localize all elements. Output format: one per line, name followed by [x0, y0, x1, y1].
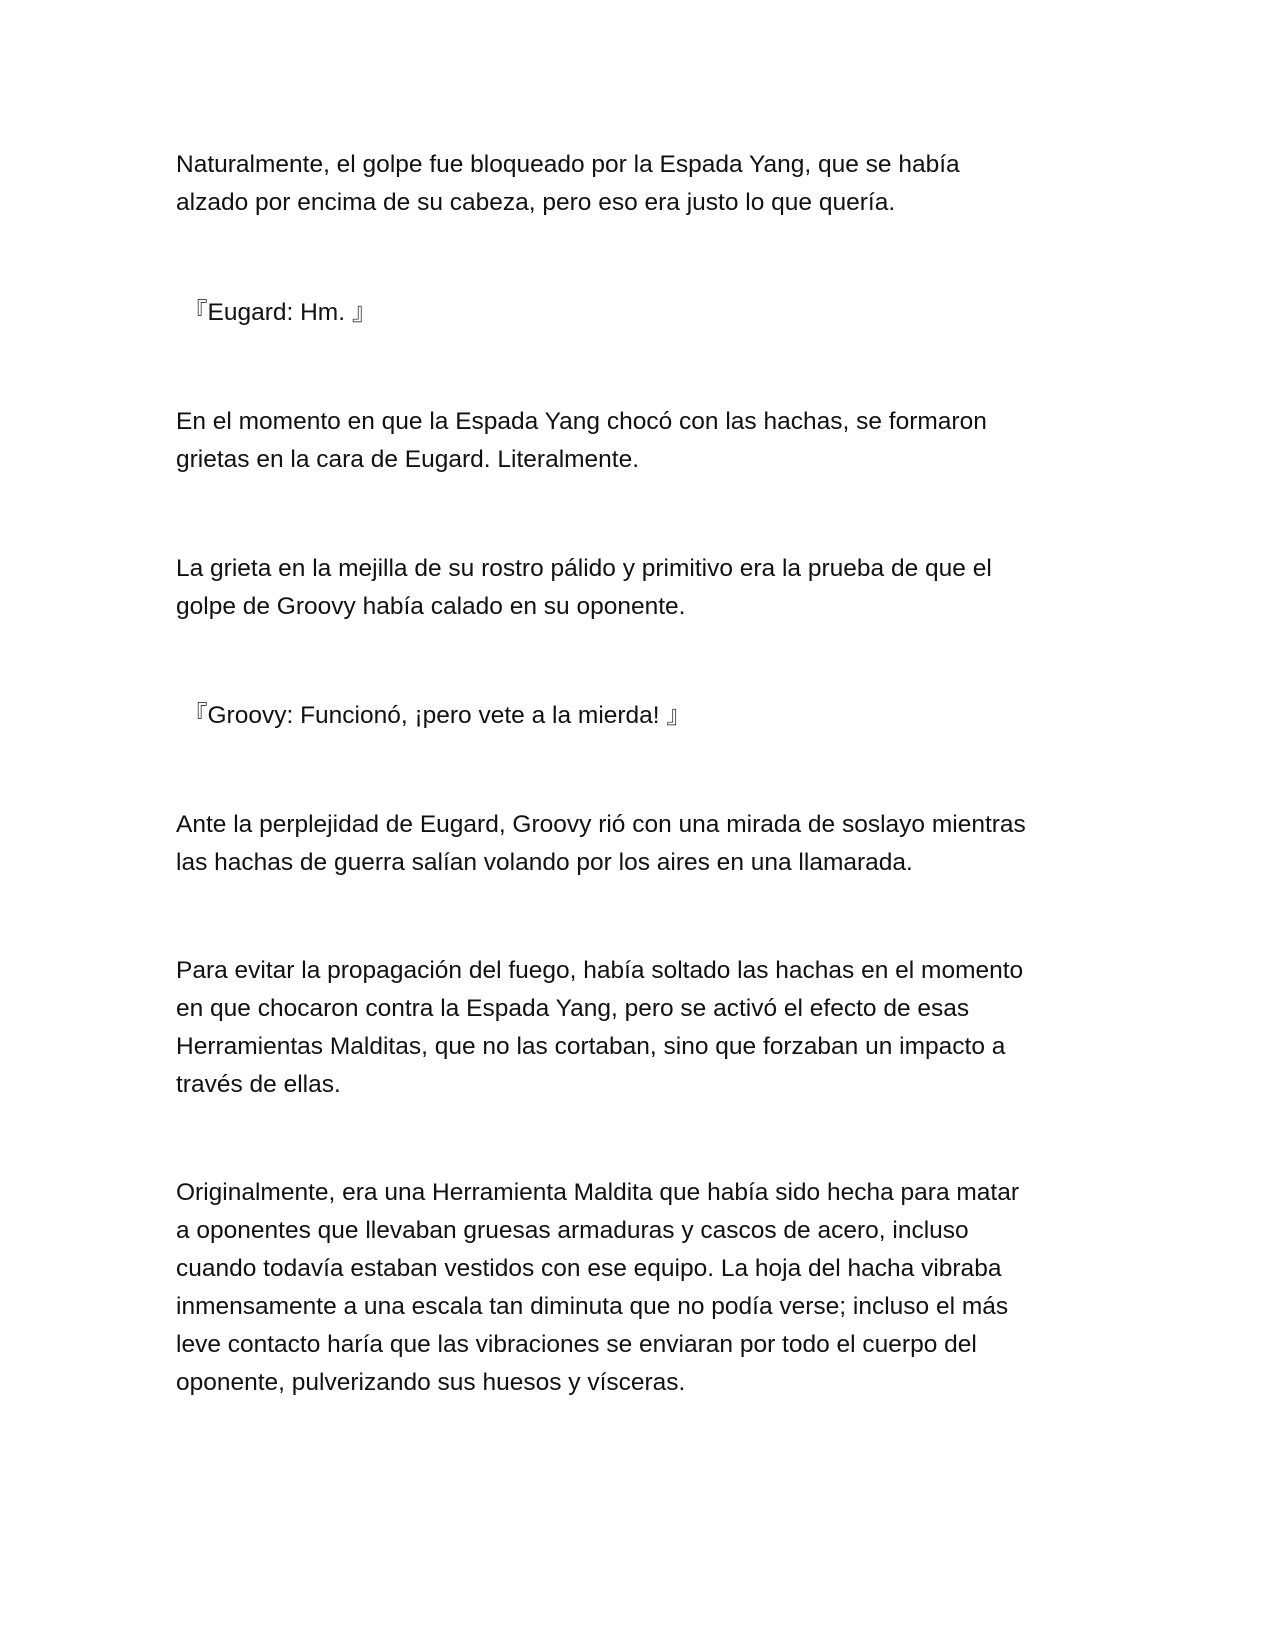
- paragraph-line: alzado por encima de su cabeza, pero eso era justo lo que quería.: [176, 189, 896, 216]
- paragraph-2: [176, 403, 1096, 479]
- paragraph-line: oponente, pulverizando sus huesos y vísceras.: [176, 1369, 686, 1396]
- dialogue-eugard: [183, 294, 1103, 332]
- paragraph-line: grietas en la cara de Eugard. Literalmente.: [176, 446, 640, 473]
- paragraph-line: cuando todavía estaban vestidos con ese equipo. La hoja del hacha vibraba: [176, 1255, 1002, 1282]
- paragraph-6: [176, 1174, 1096, 1402]
- paragraph-line: La grieta en la mejilla de su rostro pálido y primitivo era la prueba de que el: [176, 555, 992, 582]
- paragraph-4: [176, 806, 1096, 882]
- paragraph-line: Ante la perplejidad de Eugard, Groovy rió con una mirada de soslayo mientras: [176, 811, 1026, 838]
- paragraph-line: En el momento en que la Espada Yang chocó con las hachas, se formaron: [176, 408, 987, 435]
- paragraph-line: través de ellas.: [176, 1071, 341, 1098]
- paragraph-line: en que chocaron contra la Espada Yang, pero se activó el efecto de esas: [176, 995, 970, 1022]
- paragraph-line: a oponentes que llevaban gruesas armaduras y cascos de acero, incluso: [176, 1217, 969, 1244]
- paragraph-line: Para evitar la propagación del fuego, había soltado las hachas en el momento: [176, 957, 1024, 984]
- paragraph-line: las hachas de guerra salían volando por los aires en una llamarada.: [176, 849, 913, 876]
- paragraph-line: Naturalmente, el golpe fue bloqueado por la Espada Yang, que se había: [176, 151, 960, 178]
- paragraph-line: Herramientas Malditas, que no las cortaban, sino que forzaban un impacto a: [176, 1033, 1006, 1060]
- dialogue-line: 『Groovy: Funcionó, ¡pero vete a la mierda! 』: [183, 702, 691, 729]
- paragraph-line: Originalmente, era una Herramienta Maldita que había sido hecha para matar: [176, 1179, 1020, 1206]
- paragraph-1: [176, 146, 1096, 222]
- paragraph-line: inmensamente a una escala tan diminuta que no podía verse; incluso el más: [176, 1293, 1009, 1320]
- dialogue-line: 『Eugard: Hm. 』: [183, 299, 377, 326]
- paragraph-5: [176, 952, 1096, 1104]
- paragraph-3: [176, 550, 1096, 626]
- paragraph-line: leve contacto haría que las vibraciones se enviaran por todo el cuerpo del: [176, 1331, 977, 1358]
- paragraph-line: golpe de Groovy había calado en su oponente.: [176, 593, 686, 620]
- dialogue-groovy: [183, 697, 1103, 735]
